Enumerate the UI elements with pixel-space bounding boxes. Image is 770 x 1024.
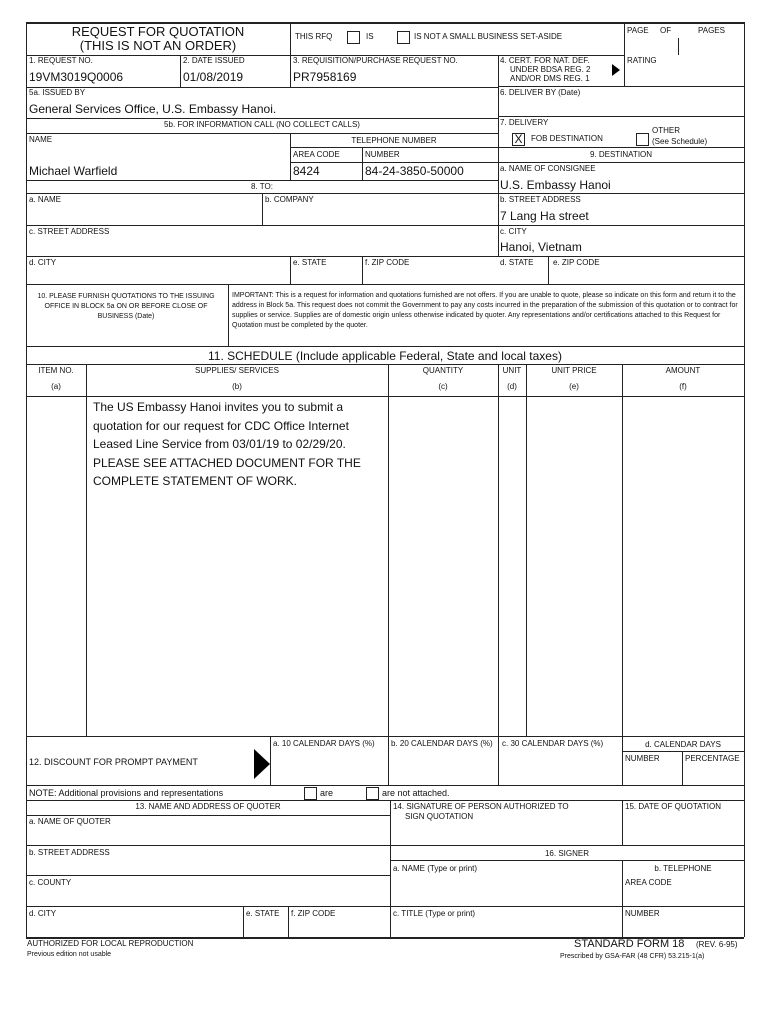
phone-number-value[interactable]: 84-24-3850-50000 bbox=[365, 164, 464, 178]
cert-label-3: AND/OR DMS REG. 1 bbox=[510, 74, 590, 83]
issued-by-value[interactable]: General Services Office, U.S. Embassy Hanoi. bbox=[29, 102, 277, 116]
other-delivery-checkbox[interactable] bbox=[636, 133, 649, 146]
cert-arrow-icon bbox=[612, 64, 620, 76]
is-not-label: IS NOT A SMALL BUSINESS SET-ASIDE bbox=[414, 32, 563, 41]
date-of-quotation-label: 15. DATE OF QUOTATION bbox=[625, 802, 722, 811]
issued-by-label: 5a. ISSUED BY bbox=[29, 88, 86, 97]
fob-destination-checkbox[interactable] bbox=[512, 133, 525, 146]
area-code-value[interactable]: 8424 bbox=[293, 164, 320, 178]
provisions-are-not-label: are not attached. bbox=[382, 788, 450, 798]
col-quantity-sub: (c) bbox=[438, 382, 448, 391]
signer-label: 16. SIGNER bbox=[544, 849, 589, 858]
dest-zip-label: e. ZIP CODE bbox=[553, 258, 600, 267]
discount-number-label: NUMBER bbox=[625, 754, 660, 763]
destination-label: 9. DESTINATION bbox=[589, 150, 653, 159]
footer-form-name: STANDARD FORM 18 bbox=[574, 938, 685, 950]
dest-street-value[interactable]: 7 Lang Ha street bbox=[500, 209, 589, 223]
number-label: NUMBER bbox=[365, 150, 400, 159]
quoter-city-label: d. CITY bbox=[29, 909, 57, 918]
quoter-street-label: b. STREET ADDRESS bbox=[29, 848, 110, 857]
form-title: REQUEST FOR QUOTATION bbox=[71, 24, 245, 39]
quoter-county-label: c. COUNTY bbox=[29, 878, 72, 887]
schedule-line-3: Leased Line Service from 03/01/19 to 02/29/20. bbox=[93, 437, 346, 451]
provisions-are-not-checkbox[interactable] bbox=[366, 787, 379, 800]
signer-area-code-label: AREA CODE bbox=[625, 878, 672, 887]
col-unit-header: UNIT bbox=[502, 366, 522, 375]
other-label: OTHER bbox=[652, 126, 680, 135]
area-code-label: AREA CODE bbox=[293, 150, 340, 159]
dest-state-label: d. STATE bbox=[500, 258, 534, 267]
col-item-header: ITEM NO. bbox=[38, 366, 74, 375]
requisition-label: 3. REQUISITION/PURCHASE REQUEST NO. bbox=[293, 56, 458, 65]
schedule-line-1: The US Embassy Hanoi invites you to submit a bbox=[93, 400, 344, 414]
dest-street-label: b. STREET ADDRESS bbox=[500, 195, 581, 204]
col-unit-sub: (d) bbox=[507, 382, 517, 391]
info-call-label: 5b. FOR INFORMATION CALL (NO COLLECT CALLS) bbox=[164, 120, 360, 129]
discount-percentage-label: PERCENTAGE bbox=[685, 754, 740, 763]
footer-authorized: AUTHORIZED FOR LOCAL REPRODUCTION bbox=[27, 939, 194, 948]
col-supplies-header: SUPPLIES/ SERVICES bbox=[195, 366, 279, 375]
form-subtitle: (THIS IS NOT AN ORDER) bbox=[79, 38, 237, 53]
quoter-address-label: 13. NAME AND ADDRESS OF QUOTER bbox=[135, 802, 281, 811]
to-company-label: b. COMPANY bbox=[265, 195, 314, 204]
is-label: IS bbox=[366, 32, 374, 41]
schedule-line-4: PLEASE SEE ATTACHED DOCUMENT FOR THE bbox=[93, 456, 361, 470]
signature-label-2: SIGN QUOTATION bbox=[405, 812, 474, 821]
pages-label: PAGES bbox=[698, 26, 725, 35]
col-amount-header: AMOUNT bbox=[665, 366, 701, 375]
discount-label: 12. DISCOUNT FOR PROMPT PAYMENT bbox=[29, 757, 198, 767]
other-sub-label: (See Schedule) bbox=[652, 137, 708, 146]
important-text: IMPORTANT: This is a request for information and quotations furnished are not offers. If you are unable to quote, please so indicate on this form and return it to the address in Block 5a. This request does not commit the Government to pay any costs incurred in the preparation of the submission of this quotation or to contract for supplies or service. Supplies are of domestic origin unless otherwise indicated by quoter. Any representations and/or certifications attached to this Request for Quotation must be completed by the quoter. bbox=[232, 292, 738, 329]
discount-10-label: a. 10 CALENDAR DAYS (%) bbox=[273, 739, 375, 748]
quoter-state-label: e. STATE bbox=[246, 909, 280, 918]
consignee-label: a. NAME OF CONSIGNEE bbox=[500, 164, 596, 173]
schedule-line-5: COMPLETE STATEMENT OF WORK. bbox=[93, 474, 298, 488]
discount-30-label: c. 30 CALENDAR DAYS (%) bbox=[502, 739, 604, 748]
discount-arrow-icon bbox=[254, 749, 270, 779]
col-unit-price-header: UNIT PRICE bbox=[551, 366, 597, 375]
to-state-label: e. STATE bbox=[293, 258, 327, 267]
signer-number-label: NUMBER bbox=[625, 909, 660, 918]
signer-name-label: a. NAME (Type or print) bbox=[393, 864, 478, 873]
to-street-label: c. STREET ADDRESS bbox=[29, 227, 110, 236]
request-no-label: 1. REQUEST NO. bbox=[29, 56, 93, 65]
contact-name-label: NAME bbox=[29, 135, 53, 144]
requisition-value[interactable]: PR7958169 bbox=[293, 70, 357, 84]
rating-label: RATING bbox=[627, 56, 657, 65]
schedule-title: 11. SCHEDULE (Include applicable Federal, State and local taxes) bbox=[208, 349, 562, 363]
deliver-by-label: 6. DELIVER BY (Date) bbox=[500, 88, 581, 97]
furnish-text: 10. PLEASE FURNISH QUOTATIONS TO THE ISSUING OFFICE IN BLOCK 5a ON OR BEFORE CLOSE OF BUSINESS (Date) bbox=[37, 293, 215, 320]
dest-city-value[interactable]: Hanoi, Vietnam bbox=[500, 240, 582, 254]
to-zip-label: f. ZIP CODE bbox=[365, 258, 410, 267]
quoter-name-label: a. NAME OF QUOTER bbox=[29, 817, 111, 826]
quoter-zip-label: f. ZIP CODE bbox=[291, 909, 336, 918]
dest-city-label: c. CITY bbox=[500, 227, 527, 236]
fob-check-mark: X bbox=[514, 132, 523, 146]
to-label: 8. TO: bbox=[251, 182, 273, 191]
provisions-are-checkbox[interactable] bbox=[304, 787, 317, 800]
is-not-set-aside-checkbox[interactable] bbox=[397, 31, 410, 44]
to-city-label: d. CITY bbox=[29, 258, 57, 267]
footer-revision: (REV. 6-95) bbox=[696, 940, 738, 949]
fob-destination-label: FOB DESTINATION bbox=[531, 134, 603, 143]
of-label: OF bbox=[660, 26, 672, 35]
cert-label-2: UNDER BDSA REG. 2 bbox=[510, 65, 591, 74]
contact-name-value[interactable]: Michael Warfield bbox=[29, 164, 118, 178]
footer-previous-edition: Previous edition not usable bbox=[27, 951, 112, 958]
schedule-line-2: quotation for our request for CDC Office Internet bbox=[93, 419, 349, 433]
col-unit-price-sub: (e) bbox=[569, 382, 579, 391]
col-item-sub: (a) bbox=[51, 382, 61, 391]
telephone-label: TELEPHONE NUMBER bbox=[351, 136, 437, 145]
to-name-label: a. NAME bbox=[29, 195, 62, 204]
provisions-are-label: are bbox=[320, 788, 334, 798]
col-quantity-header: QUANTITY bbox=[422, 366, 464, 375]
cert-label-1: 4. CERT. FOR NAT. DEF. bbox=[500, 56, 590, 65]
date-issued-label: 2. DATE ISSUED bbox=[183, 56, 245, 65]
col-amount-sub: (f) bbox=[679, 382, 687, 391]
delivery-label: 7. DELIVERY bbox=[500, 118, 549, 127]
signer-title-label: c. TITLE (Type or print) bbox=[393, 909, 476, 918]
consignee-value[interactable]: U.S. Embassy Hanoi bbox=[500, 178, 611, 192]
col-supplies-sub: (b) bbox=[232, 382, 242, 391]
calendar-days-label: d. CALENDAR DAYS bbox=[645, 740, 721, 749]
footer-prescribed: Prescribed by GSA-FAR (48 CFR) 53.215-1(a) bbox=[560, 953, 705, 960]
signature-label-1: 14. SIGNATURE OF PERSON AUTHORIZED TO bbox=[393, 802, 569, 811]
rfq-label: THIS RFQ bbox=[295, 32, 333, 41]
date-issued-value[interactable]: 01/08/2019 bbox=[183, 70, 244, 84]
page-label: PAGE bbox=[627, 26, 649, 35]
note-text: NOTE: Additional provisions and representations bbox=[29, 788, 224, 798]
request-no-value[interactable]: 19VM3019Q0006 bbox=[29, 70, 124, 84]
is-set-aside-checkbox[interactable] bbox=[347, 31, 360, 44]
signer-telephone-label: b. TELEPHONE bbox=[654, 864, 712, 873]
discount-20-label: b. 20 CALENDAR DAYS (%) bbox=[391, 739, 493, 748]
